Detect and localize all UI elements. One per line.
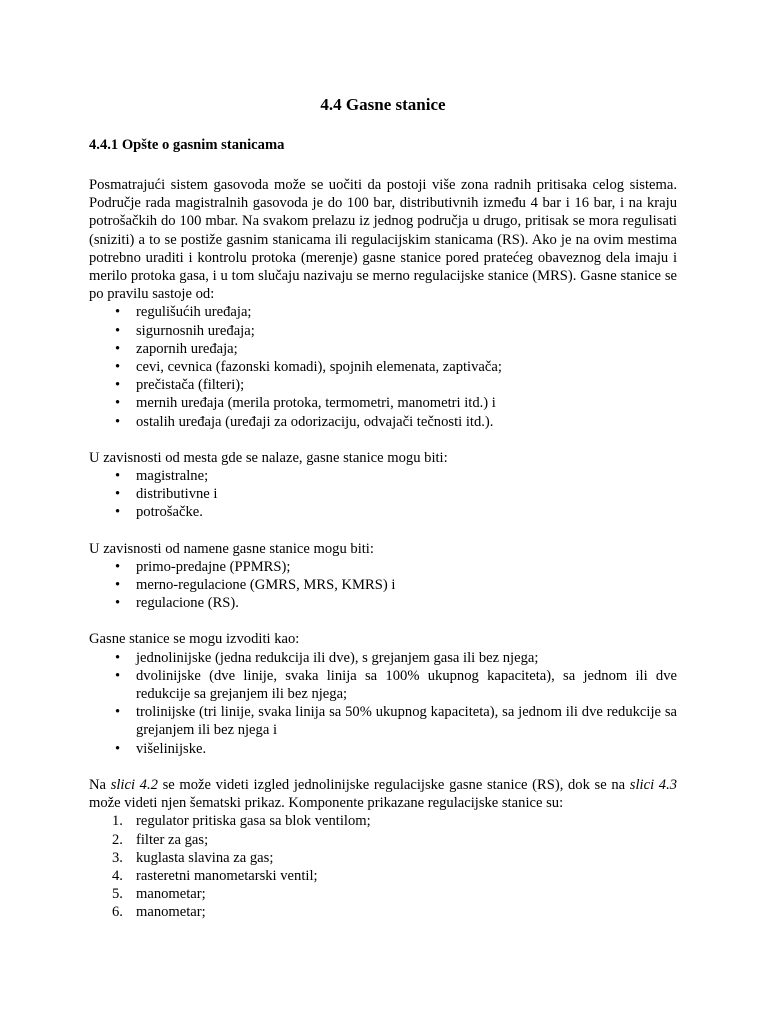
list-item: • cevi, cevnica (fazonski komadi), spojnih elemenata, zaptivača; — [89, 358, 677, 376]
item-number: 5. — [112, 886, 123, 903]
list-item: • magistralne; — [89, 467, 677, 485]
item-number: 2. — [112, 831, 123, 848]
section-title: 4.4 Gasne stanice — [320, 95, 446, 114]
item-number: 3. — [112, 849, 123, 866]
numbered-list-item — [89, 831, 677, 849]
list-item: • dvolinijske (dve linije, svaka linija sa 100% ukupnog kapaciteta), sa jednom ili dve redukcije sa grejanjem ili bez njega; — [89, 667, 677, 703]
figure-paragraph — [89, 776, 677, 812]
list-item: • jednolinijske (jedna redukcija ili dve), s grejanjem gasa ili bez njega; — [89, 649, 677, 667]
components-list — [89, 303, 677, 430]
location-paragraph: U zavisnosti od mesta gde se nalaze, gasne stanice mogu biti: — [89, 449, 448, 466]
list-item: • merno-regulacione (GMRS, MRS, KMRS) i — [89, 576, 677, 594]
numbered-list-item — [89, 903, 677, 921]
location-list — [89, 467, 677, 522]
item-text: filter za gas; — [136, 831, 209, 848]
list-item: • distributivne i — [89, 485, 677, 503]
numbered-list-item — [89, 885, 677, 903]
figure-text-2: se može videti izgled jednolinijske regulacijske gasne stanice (RS), dok se na — [157, 776, 630, 793]
item-text: rasteretni manometarski ventil; — [136, 867, 318, 884]
purpose-paragraph: U zavisnosti od namene gasne stanice mogu biti: — [89, 540, 374, 557]
item-number: 6. — [112, 904, 123, 921]
numbered-list-item — [89, 812, 677, 830]
list-item: • ostalih uređaja (uređaji za odorizaciju, odvajači tečnosti itd.). — [89, 413, 677, 431]
item-text: kuglasta slavina za gas; — [136, 849, 274, 866]
figure-text-3: može videti njen šematski prikaz. Komponente prikazane regulacijske stanice su: — [89, 795, 564, 812]
numbered-list-item — [89, 849, 677, 867]
list-item: • potrošačke. — [89, 503, 677, 521]
station-components-list — [89, 812, 677, 921]
item-text: regulator pritiska gasa sa blok ventilom; — [136, 813, 371, 830]
list-item: • mernih uređaja (merila protoka, termometri, manometri itd.) i — [89, 394, 677, 412]
intro-paragraph: Posmatrajući sistem gasovoda može se uočiti da postoji više zona radnih pritisaka celog sistema. Područje rada magistralnih gasovoda je do 100 bar, distributivnih između 4 bar i 16 bar, i na kraju potrošačkih do 100 mbar. Na svakom prelazu iz jednog područja u drugo, pritisak se mora regulisati (sniziti) a to se postiže gasnim stanicama ili regulacijskim stanicama (RS). Ako je na ovim mestima potrebno uraditi i kontrolu protoka (merenje) gasne stanice pored pratećeg obaveznog dela imaju i merilo protoka gasa, i u tom slučaju nazivaju se merno regulacijske stanice (MRS). Gasne stanice se po pravilu sastoje od: — [89, 177, 677, 303]
numbered-list-item — [89, 867, 677, 885]
list-item: • regulacione (RS). — [89, 594, 677, 612]
list-item: • zapornih uređaja; — [89, 340, 677, 358]
list-item: • višelinijske. — [89, 740, 677, 758]
figure-text-1: Na — [89, 776, 111, 793]
item-number: 1. — [112, 813, 123, 830]
purpose-list — [89, 558, 677, 613]
list-item: • sigurnosnih uređaja; — [89, 322, 677, 340]
list-item: • trolinijske (tri linije, svaka linija sa 50% ukupnog kapaciteta), sa jednom ili dve redukcije sa grejanjem ili bez njega i — [89, 703, 677, 739]
item-text: manometar; — [136, 904, 206, 921]
figure-ref-4-2: slici 4.2 — [110, 776, 158, 793]
list-item: • prečistača (filteri); — [89, 376, 677, 394]
list-item: • primo-predajne (PPMRS); — [89, 558, 677, 576]
list-item: • regulišućih uređaja; — [89, 303, 677, 321]
subsection-title: 4.4.1 Opšte o gasnim stanicama — [89, 137, 285, 153]
item-number: 4. — [112, 867, 123, 884]
design-list — [89, 649, 677, 758]
figure-ref-4-3: slici 4.3 — [629, 776, 678, 793]
item-text: manometar; — [136, 886, 206, 903]
design-paragraph: Gasne stanice se mogu izvoditi kao: — [89, 631, 300, 648]
